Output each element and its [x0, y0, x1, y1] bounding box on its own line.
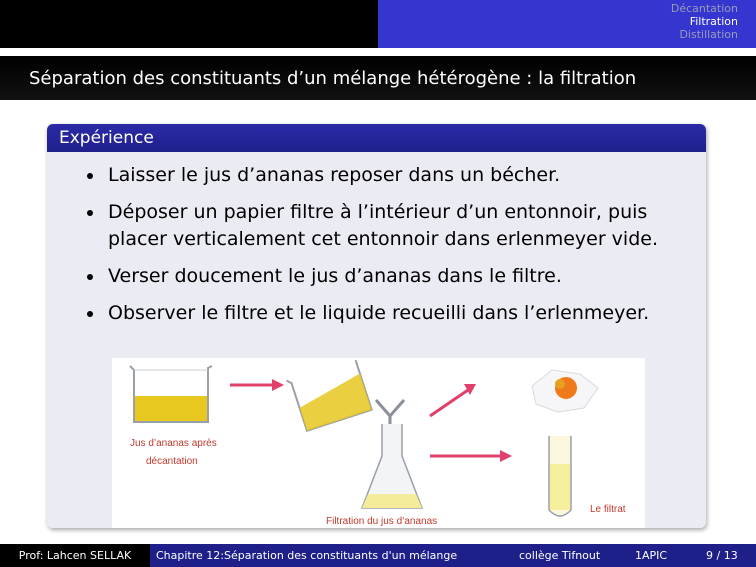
frame-title: Séparation des constituants d’un mélange hétérogène : la filtration	[29, 68, 637, 89]
footer-bar	[0, 544, 756, 567]
illustration-svg	[112, 358, 645, 528]
beaker-icon	[130, 366, 212, 422]
filter-paper-icon	[532, 370, 598, 412]
label-filtrat: Le filtrat	[590, 504, 626, 515]
test-tube-icon	[549, 436, 571, 516]
nav-item-decantation[interactable]: Décantation	[670, 2, 738, 15]
label-filtration: Filtration du jus d’ananas	[326, 516, 438, 527]
list-item: Laisser le jus d’ananas reposer dans un bécher.	[87, 162, 697, 189]
flask-with-funnel-icon	[362, 400, 422, 508]
instruction-list	[87, 162, 697, 337]
footer-info	[150, 544, 756, 567]
list-item: Observer le filtre et le liquide recueilli dans l’erlenmeyer.	[87, 300, 697, 327]
nav-item-distillation[interactable]: Distillation	[679, 28, 738, 41]
footer-class: 1APIC	[635, 549, 668, 562]
footer-author: Prof: Lahcen SELLAK	[0, 544, 150, 567]
arrow-icon	[230, 379, 284, 391]
filtration-illustration	[112, 358, 645, 528]
nav-item-filtration[interactable]: Filtration	[689, 15, 738, 28]
list-item: Verser doucement le jus d’ananas dans le filtre.	[87, 263, 697, 290]
block-heading: Expérience	[47, 124, 706, 152]
footer-page-number: 9 / 13	[706, 549, 738, 562]
label-juice-line2: décantation	[146, 456, 198, 467]
pouring-beaker-icon	[286, 358, 371, 432]
footer-chapter: Chapitre 12:Séparation des constituants d'un mélange	[156, 549, 458, 562]
section-navigation	[378, 2, 756, 41]
arrow-icon	[430, 450, 512, 462]
arrow-icon	[430, 384, 476, 416]
footer-school: collège Tifnout	[519, 549, 601, 562]
list-item: Déposer un papier filtre à l’intérieur d’un entonnoir, puis placer verticalement cet entonnoir dans erlenmeyer vide.	[87, 199, 697, 253]
label-juice-line1: Jus d’ananas après	[130, 438, 217, 449]
